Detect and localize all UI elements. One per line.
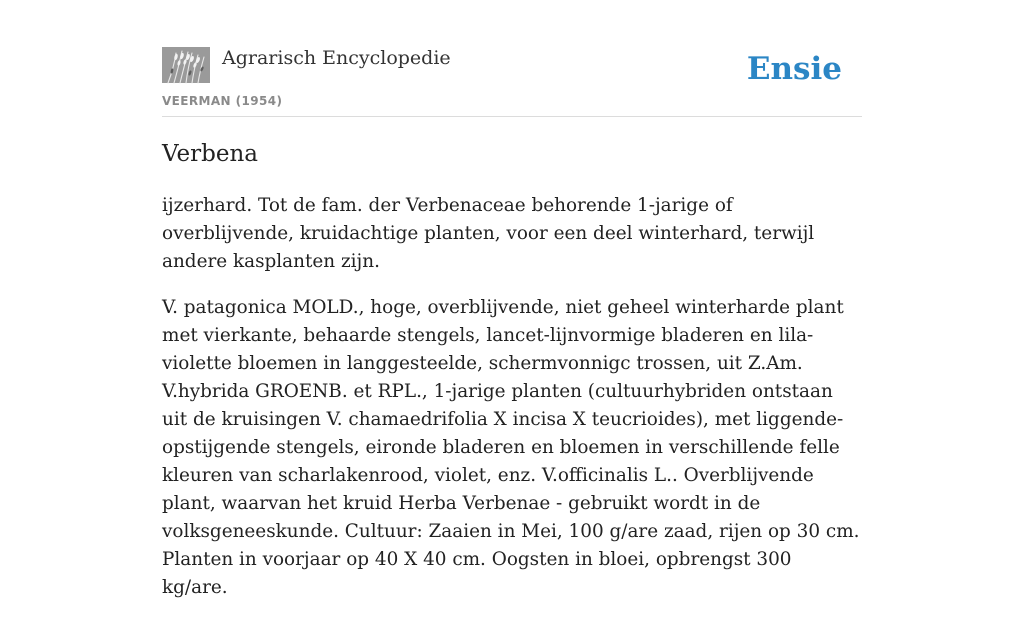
entry-paragraph: ijzerhard. Tot de fam. der Verbenaceae behorende 1-jarige of overblijvende, kruidachtige planten, voor een deel winterhard, terwijl andere kasplanten zijn. (162, 195, 815, 272)
page (162, 0, 862, 598)
book-author-label: VEERMAN (1954) (162, 94, 283, 108)
page-header (162, 0, 862, 117)
entry-title: Verbena (162, 141, 258, 167)
wheat-ears-image (162, 47, 210, 83)
book-cover-thumbnail[interactable] (162, 47, 210, 83)
ensie-logo-link[interactable]: Ensie (746, 51, 842, 87)
book-title-link[interactable]: Agrarisch Encyclopedie (222, 47, 451, 69)
entry-body (162, 192, 862, 620)
entry-paragraph: V. patagonica MOLD., hoge, overblijvende, niet geheel winterharde plant met vierkante, behaarde stengels, lancet-lijnvormige bladeren en lila-violette bloemen in langgesteelde, schermvonnigc trossen, uit Z.Am. V.hybrida GROENB. et RPL., 1-jarige planten (cultuurhybriden ontstaan uit de kruisingen V. chamaedrifolia X incisa X teucrioides), met liggende-opstijgende stengels, eironde bladeren en bloemen in verschillende felle kleuren van scharlakenrood, violet, enz. V.officinalis L.. Overblijvende plant, waarvan het kruid Herba Verbenae - gebruikt wordt in de volksgeneeskunde. Cultuur: Zaaien in Mei, 100 g/are zaad, rijen op 30 cm. Planten in voorjaar op 40 X 40 cm. Oogsten in bloei, opbrengst 300 kg/are. (162, 297, 860, 598)
